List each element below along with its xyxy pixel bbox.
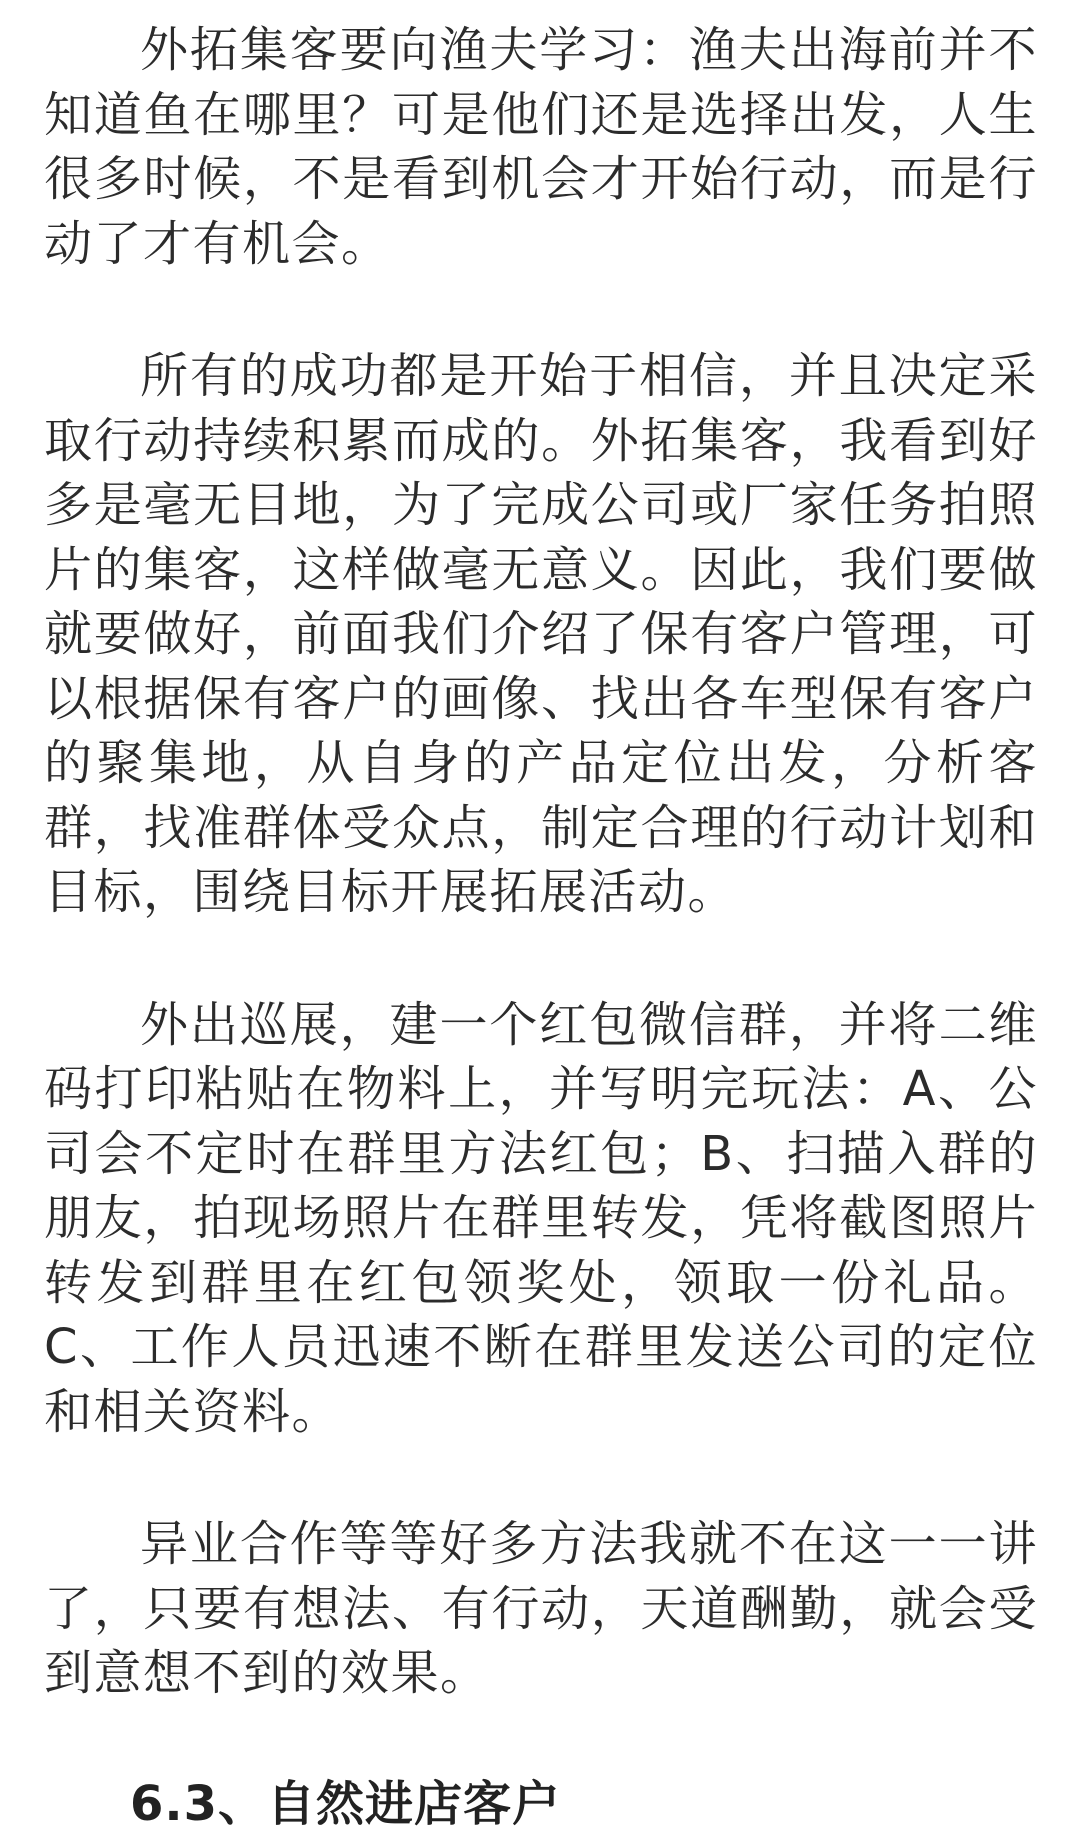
paragraph-cross-industry: 异业合作等等好多方法我就不在这一一讲了，只要有想法、有行动，天道酬勤，就会受到意想不到的效果。	[44, 1516, 1038, 1701]
paragraph-success: 所有的成功都是开始于相信，并且决定采取行动持续积累而成的。外拓集客，我看到好多是毫无目地，为了完成公司或厂家任务拍照片的集客，这样做毫无意义。因此，我们要做就要做好，前面我们介绍了保有客户管理，可以根据保有客户的画像、找出各车型保有客户的聚集地，从自身的产品定位出发，分析客群，找准群体受众点，制定合理的行动计划和目标，围绕目标开展拓展活动。	[44, 348, 1038, 920]
section-heading: 6.3、自然进店客户	[130, 1775, 562, 1832]
paragraph-fisherman: 外拓集客要向渔夫学习：渔夫出海前并不知道鱼在哪里？可是他们还是选择出发，人生很多时候，不是看到机会才开始行动，而是行动了才有机会。	[44, 22, 1038, 272]
paragraph-roadshow: 外出巡展，建一个红包微信群，并将二维码打印粘贴在物料上，并写明完玩法：A、公司会不定时在群里方法红包；B、扫描入群的朋友，拍现场照片在群里转发，凭将截图照片转发到群里在红包领奖处，领取一份礼品。C、工作人员迅速不断在群里发送公司的定位和相关资料。	[44, 996, 1038, 1440]
